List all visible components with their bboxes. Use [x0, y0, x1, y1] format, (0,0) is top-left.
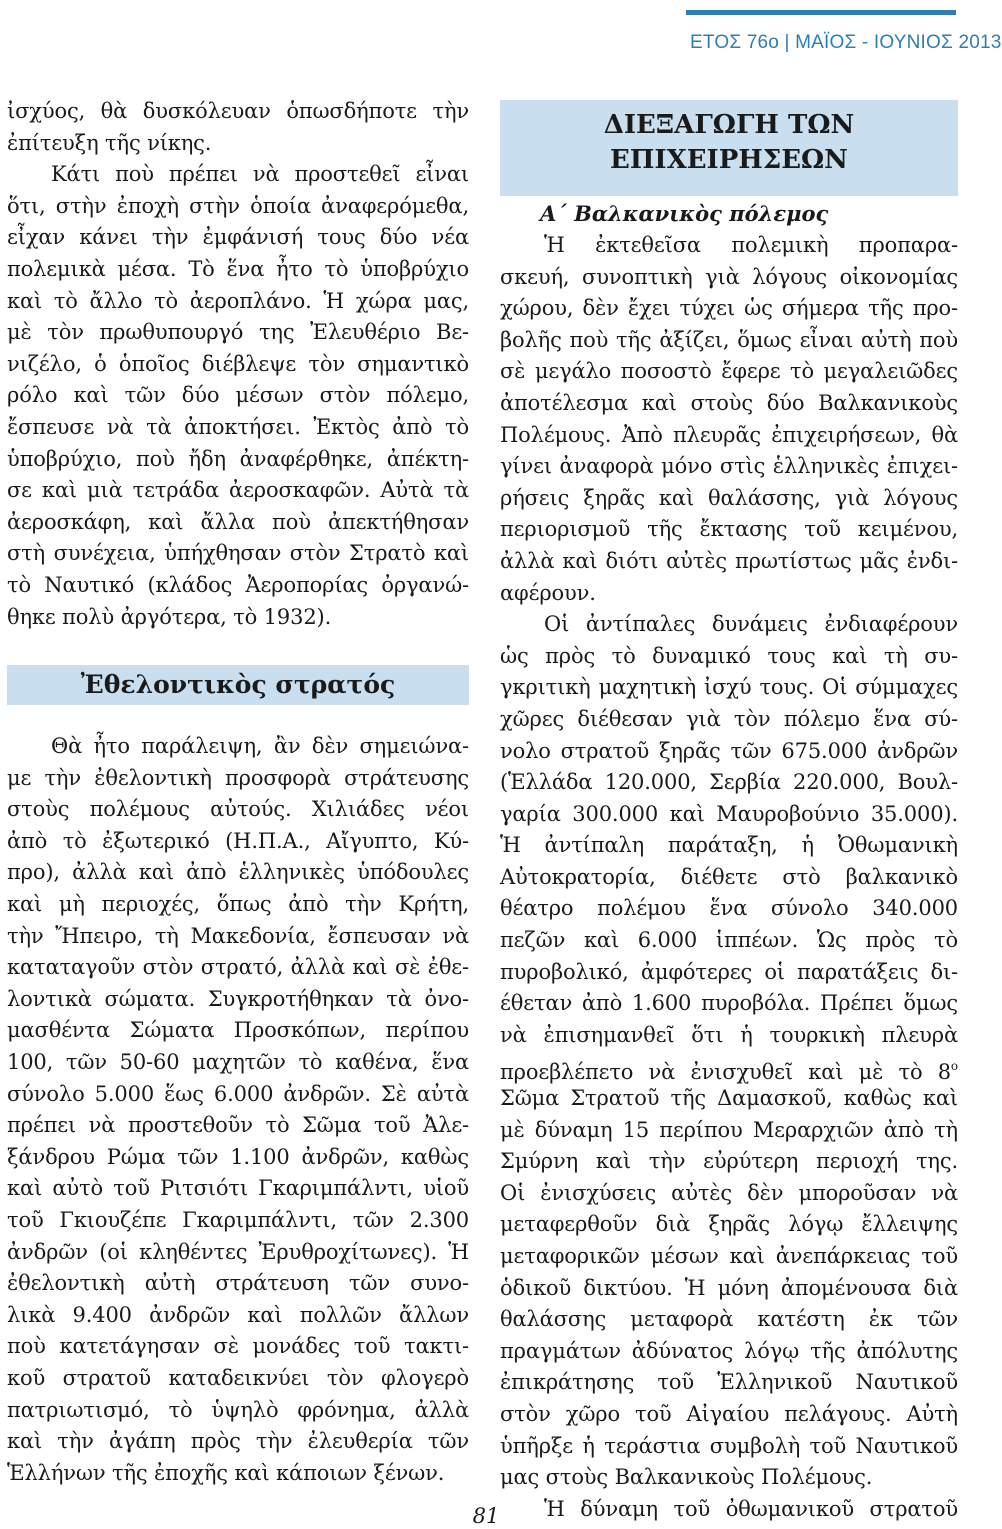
text-line: τὸ Ναυτικό (κλάδος Ἀεροπορίας ὀργανώ- — [7, 572, 469, 597]
text-line-content: προεβλέπετο νὰ ἐνισχυθεῖ καὶ μὲ τὸ 8 — [500, 1060, 951, 1085]
text-line: ποὺ κατετάγησαν σὲ μονάδες τοῦ τακτι- — [7, 1334, 469, 1359]
text-line: Ἡ δύναμη τοῦ ὀθωμανικοῦ στρατοῦ — [544, 1496, 958, 1521]
text-line: γαρία 300.000 καὶ Μαυροβούνιο 35.000). — [500, 801, 958, 826]
subheading-first-balkan-war: Α΄ Βαλκανικὸς πόλεμος — [540, 201, 829, 226]
text-line: Οἱ ἐνισχύσεις αὐτὲς δὲν μποροῦσαν νὰ — [500, 1180, 958, 1205]
text-line: με τὴν ἐθελοντικὴ προσφορὰ στράτευσης — [7, 765, 469, 790]
operations-heading-box — [500, 100, 958, 196]
text-line: ἀποτέλεσμα καὶ στοὺς δύο Βαλκανικοὺς — [500, 390, 958, 415]
text-line: θηκε πολὺ ἀργότερα, τὸ 1932). — [7, 604, 332, 629]
text-line: Αὐτοκρατορία, διέθετε στὸ βαλκανικὸ — [500, 864, 958, 889]
text-line: θέατρο πολέμου ἕνα σύνολο 340.000 — [500, 896, 958, 921]
text-line: στὴ συνέχεια, ὑπήχθησαν στὸν Στρατὸ καὶ — [7, 541, 469, 566]
text-line: εἶχαν κάνει τὴν ἐμφάνισή τους δύο νέα — [7, 225, 469, 250]
text-line: χῶρες διέθεσαν γιὰ τὸν πόλεμο ἕνα σύ- — [500, 706, 958, 731]
text-line: Θὰ ἦτο παράλειψη, ἂν δὲν σημειώνα- — [51, 734, 469, 759]
text-line: στοὺς πολέμους αὐτούς. Χιλιάδες νέοι — [7, 797, 469, 822]
text-line: Κάτι ποὺ πρέπει νὰ προστεθεῖ εἶναι — [51, 162, 469, 187]
text-line: ὅτι, στὴν ἐποχὴ στὴν ὁποία ἀναφερόμεθα, — [7, 193, 469, 218]
text-line: καὶ μὴ περιοχές, ὅπως ἀπὸ τὴν Κρήτη, — [7, 892, 469, 917]
text-line: μεταφορικῶν μέσων καὶ ἀνεπάρκειας τοῦ — [500, 1244, 958, 1268]
text-line: ἔσπευσε νὰ τὰ ἀποκτήσει. Ἐκτὸς ἀπὸ τὸ — [7, 414, 469, 439]
text-line: μὲ τὸν πρωθυπουργό της Ἐλευθέριο Βε- — [7, 320, 469, 345]
text-line: νὰ ἐπισημανθεῖ ὅτι ἡ τουρκικὴ πλευρὰ — [500, 1022, 958, 1047]
text-line: Ἡ ἐκτεθεῖσα πολεμικὴ προπαρα- — [544, 233, 958, 257]
text-line: μὲ δύναμη 15 περίπου Μεραρχιῶν ἀπὸ τὴ — [500, 1117, 958, 1142]
text-line: ἐθελοντικὴ αὐτὴ στράτευση τῶν συνο- — [7, 1271, 469, 1296]
text-line: ὡς πρὸς τὸ δυναμικό τους καὶ τὴ συ- — [500, 643, 958, 668]
right-paragraph-1 — [500, 230, 958, 609]
text-line: κοῦ στρατοῦ καταδεικνύει τὸν φλογερὸ — [7, 1365, 469, 1390]
text-line: Πολέμους. Ἀπὸ πλευρᾶς ἐπιχειρήσεων, θὰ — [500, 422, 958, 447]
running-header: ΕΤΟΣ 76ο | ΜΑΪΟΣ - ΙΟΥΝΙΟΣ 2013 — [690, 32, 1002, 53]
text-line: ἐπίτευξη τῆς νίκης. — [7, 130, 212, 155]
text-line: πυροβολικό, ἀμφότερες οἱ παρατάξεις δι- — [500, 959, 958, 984]
text-line: μασθέντα Σώματα Προσκόπων, περίπου — [7, 1018, 469, 1043]
text-line: πατριωτισμό, τὸ ὑψηλὸ φρόνημα, ἀλλὰ — [7, 1397, 469, 1422]
text-line: ξάνδρου Ρώμα τῶν 1.100 ἀνδρῶν, καθὼς — [7, 1144, 469, 1169]
text-line: Οἱ ἀντίπαλες δυνάμεις ἐνδιαφέρουν — [544, 612, 958, 637]
text-line: Ἡ ἀντίπαλη παράταξη, ἡ Ὀθωμανικὴ — [500, 833, 958, 858]
text-line: χώρου, δὲν ἔχει τύχει ὡς σήμερα τῆς προ- — [500, 296, 958, 321]
page-number: 81 — [472, 1504, 500, 1528]
text-line: σκευή, συνοπτικὴ γιὰ λόγους οἰκονομίας — [500, 264, 958, 289]
text-line: ρήσεις ξηρᾶς καὶ θαλάσσης, γιὰ λόγους — [500, 485, 958, 510]
operations-heading-line-2: ΕΠΙΧΕΙΡΗΣΕΩΝ — [610, 145, 848, 175]
text-line: αφέρουν. — [500, 580, 596, 605]
text-line: (Ἑλλάδα 120.000, Σερβία 220.000, Βουλ- — [500, 770, 958, 795]
text-line: μας στοὺς Βαλκανικοὺς Πολέμους. — [500, 1465, 873, 1490]
text-line: πολεμικὰ μέσα. Τὸ ἕνα ἦτο τὸ ὑποβρύχιο — [7, 256, 469, 281]
text-line: λοντικὰ σώματα. Συγκροτήθηκαν τὰ ὀνο- — [7, 986, 469, 1011]
text-line: λικὰ 9.400 ἀνδρῶν καὶ πολλῶν ἄλλων — [7, 1302, 469, 1327]
text-line: σὲ μεγάλο ποσοστὸ ἔφερε τὸ μεγαλειῶδες — [500, 359, 958, 384]
text-line: νολο στρατοῦ ξηρᾶς τῶν 675.000 ἀνδρῶν — [500, 738, 958, 763]
text-line: πρέπει νὰ προστεθοῦν τὸ Σῶμα τοῦ Ἀλε- — [7, 1113, 469, 1138]
text-line: ρόλο καὶ τῶν δύο μέσων στὸν πόλεμο, — [7, 383, 469, 408]
text-line: ὑπῆρξε ἡ τεράστια συμβολὴ τοῦ Ναυτικοῦ — [500, 1433, 958, 1458]
text-line: ἀλλὰ καὶ διότι αὐτὲς πρωτίστως μᾶς ἐνδι- — [500, 548, 958, 573]
operations-heading-line-1: ΔΙΕΞΑΓΩΓΗ ΤΩΝ — [603, 110, 855, 140]
text-line: μεταφερθοῦν διὰ ξηρᾶς λόγῳ ἔλλειψης — [500, 1212, 958, 1237]
text-line: ἐπικράτησης τοῦ Ἑλληνικοῦ Ναυτικοῦ — [500, 1370, 958, 1395]
text-line: τὴν Ἤπειρο, τὴ Μακεδονία, ἔσπευσαν νὰ — [7, 923, 469, 948]
text-line: πραγμάτων ἀδύνατος λόγῳ τῆς ἀπόλυτης — [500, 1338, 958, 1363]
text-line: ἀεροσκάφη, καὶ ἄλλα ποὺ ἀπεκτήθησαν — [7, 509, 469, 534]
text-line: Σμύρνη καὶ τὴν εὐρύτερη περιοχή της. — [500, 1149, 958, 1174]
text-line: σύνολο 5.000 ἕως 6.000 ἀνδρῶν. Σὲ αὐτὰ — [7, 1081, 469, 1106]
text-line: 100, τῶν 50-60 μαχητῶν τὸ καθένα, ἕνα — [7, 1050, 469, 1075]
superscript-ordinal: ο — [950, 1059, 958, 1074]
text-line: ὑποβρύχιο, ποὺ ἤδη ἀναφέρθηκε, ἀπέκτη- — [7, 446, 469, 471]
text-line: τοῦ Γκιουζέπε Γκαριμπάλντι, τῶν 2.300 — [7, 1208, 469, 1232]
text-line: καὶ τὸ ἄλλο τὸ ἀεροπλάνο. Ἡ χώρα μας, — [7, 288, 469, 313]
text-line: γίνει ἀναφορὰ μόνο στὶς ἑλληνικὲς ἐπιχει- — [500, 454, 958, 479]
text-line: περιορισμοῦ τῆς ἔκτασης τοῦ κειμένου, — [500, 517, 958, 542]
right-column — [500, 100, 958, 1525]
section-title-volunteer-army: Ἐθελοντικὸς στρατός — [7, 665, 469, 705]
text-line: πεζῶν καὶ 6.000 ἱππέων. Ὡς πρὸς τὸ — [500, 928, 958, 953]
text-line: καὶ τὴν ἀγάπη πρὸς τὴν ἐλευθερία τῶν — [7, 1429, 469, 1454]
text-line: προ), ἀλλὰ καὶ ἀπὸ ἑλληνικὲς ὑπόδουλες — [7, 860, 469, 885]
right-paragraph-3 — [500, 1494, 958, 1526]
text-line — [500, 1051, 958, 1083]
text-line: ἀνδρῶν (οἱ κληθέντες Ἐρυθροχίτωνες). Ἡ — [7, 1239, 469, 1264]
text-line: νιζέλο, ὁ ὁποῖος διέβλεψε τὸν σημαντικὸ — [7, 351, 469, 376]
header-rule — [686, 10, 956, 15]
text-line: θαλάσσης μεταφορὰ κατέστη ἐκ τῶν — [500, 1307, 958, 1332]
text-line: σε καὶ μιὰ τετράδα ἀεροσκαφῶν. Αὐτὰ τὰ — [7, 478, 469, 503]
right-paragraph-2-continued — [500, 1083, 958, 1494]
left-section-paragraphs — [7, 731, 469, 1489]
text-line: Ἑλλήνων τῆς ἐποχῆς καὶ κάποιων ξένων. — [7, 1460, 445, 1485]
left-intro-paragraphs — [7, 96, 469, 633]
text-line: έθεταν ἀπὸ 1.600 πυροβόλα. Πρέπει ὅμως — [500, 991, 958, 1016]
text-line: Σῶμα Στρατοῦ τῆς Δαμασκοῦ, καθὼς καὶ — [500, 1086, 958, 1111]
text-line: στὸν χῶρο τοῦ Αἰγαίου πελάγους. Αὐτὴ — [500, 1401, 958, 1426]
text-line: ἀπὸ τὸ ἐξωτερικό (Η.Π.Α., Αἴγυπτο, Κύ- — [7, 828, 469, 853]
text-line: καταταγοῦν στὸν στρατό, ἀλλὰ καὶ σὲ ἐθε- — [7, 955, 469, 980]
text-line: καὶ αὐτὸ τοῦ Ριτσιότι Γκαριμπάλντι, υἱοῦ — [7, 1176, 469, 1201]
right-paragraph-2 — [500, 609, 958, 1051]
text-line: ἰσχύος, θὰ δυσκόλευαν ὁπωσδήποτε τὴν — [7, 99, 469, 123]
text-line: βολῆς ποὺ τῆς ἀξίζει, ὅμως εἶναι αὐτὴ ποὺ — [500, 327, 958, 352]
text-line: γκριτικὴ μαχητικὴ ἰσχύ τους. Οἱ σύμμαχες — [500, 675, 958, 700]
left-column — [7, 96, 469, 1489]
text-line: ὁδικοῦ δικτύου. Ἡ μόνη ἀπομένουσα διὰ — [500, 1275, 958, 1300]
